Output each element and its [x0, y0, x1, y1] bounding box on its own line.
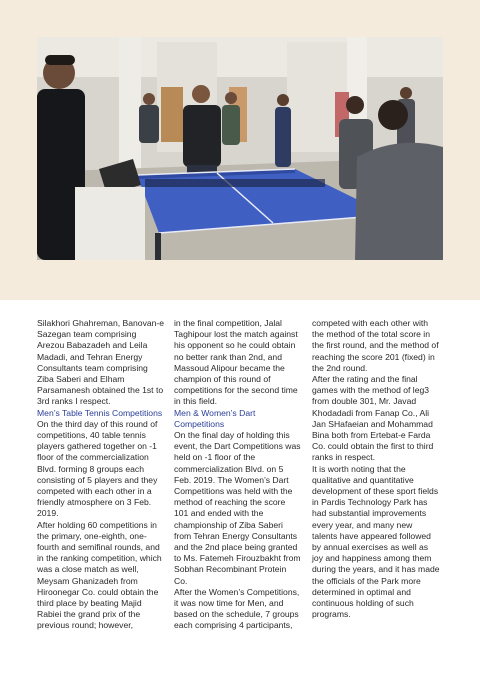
paragraph: in the final competition, Jalal Taghipour lost the match against his opponent so he could obtain no better rank than 2nd, and Massoud Alipour became the champion of this round of competitions for the second time in this field. — [174, 318, 298, 407]
table-tennis-photo — [37, 37, 443, 260]
paragraph: After holding 60 competitions in the primary, one-eighth, one-fourth and semifinal rounds, and in the ranking competition, which was a close match as well, Meysam Ghanizadeh from Hiroonegar Co. could obtain the third place by beating Majid Rabiei the grand prix of the previous round; however, — [37, 519, 162, 631]
paragraph: After the Women’s Competitions, it was now time for Men, and based on the schedule, 7 groups each comprising 4 participants, — [174, 586, 300, 631]
photo-illustration — [37, 37, 443, 260]
paragraph: Silakhori Ghahreman, Banovan-e Sazegan team comprising Arezou Babazadeh and Leila Madadi, and Tehran Energy Consultants team comprising Ziba Saberi and Elham Parsamanesh obtained the 1st to 3rd ranks I respect. — [37, 318, 165, 407]
column-2 — [174, 318, 302, 632]
section-heading-table-tennis: Men’s Table Tennis Competitions — [37, 407, 163, 418]
section-heading-dart: Men & Women’s Dart Competitions — [174, 407, 256, 429]
paragraph: On the final day of holding this event, the Dart Competitions was held on -1 floor of the commercialization Blvd. on 5 Feb. 2019. The Women’s Dart Competitions was held with the method of reaching the score 101 and ended with the championship of Ziba Saberi from Tehran Energy Consultants and the 2nd place being granted to Ms. Fatemeh Firouzbakht from Sobhan Recombinant Protein Co. — [174, 430, 301, 586]
paragraph: It is worth noting that the qualitative and quantitative development of these sport fields in Pardis Technology Park has had substantial improvements every year, and many new talents have appeared followed by annual exercises as well as joy and happiness among them during the years, and it has made the officials of the Park more determined in optimal and continuous holding of such programs. — [312, 463, 440, 620]
paragraph: On the third day of this round of competitions, 40 table tennis players gathered together on -1 floor of the commercialization Blvd. forming 8 groups each consisting of 5 players and they competed with each other in a friendly atmosphere on 3 Feb. 2019. — [37, 418, 158, 519]
paragraph: After the rating and the final games with the method of leg3 from double 301, Mr. Javad Khodadadi from Fanap Co., Ali Jan SHafaeian and Mohammad Bina both from Ertebat-e Farda Co. could obtain the first to third ranks in respect. — [312, 374, 434, 463]
paragraph: competed with each other with the method of the total score in the first round, and the method of reaching the score 201 (fixed) in the 2nd round. — [312, 318, 439, 373]
column-1 — [37, 318, 165, 632]
column-3 — [312, 318, 440, 620]
article-columns — [37, 318, 445, 648]
